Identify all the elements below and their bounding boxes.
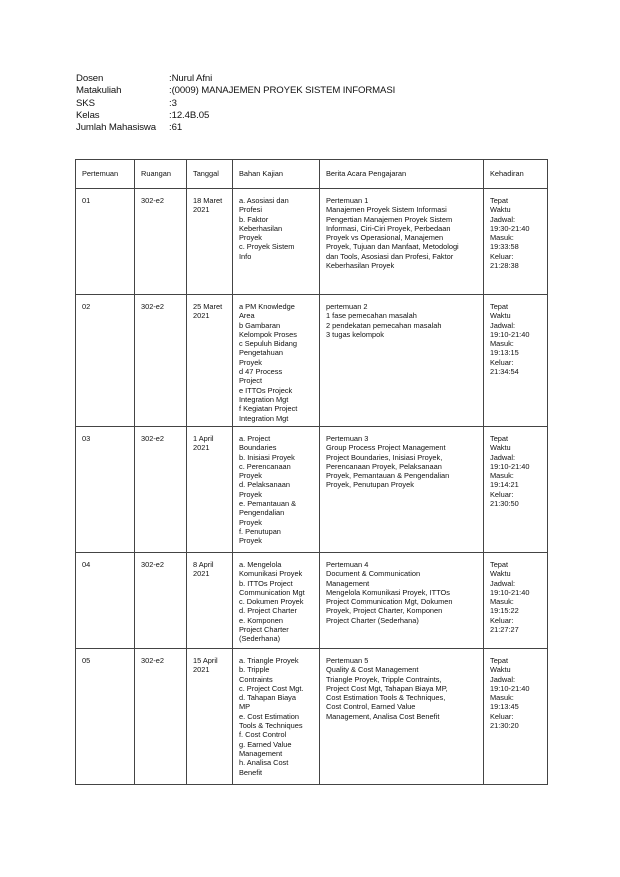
cell-kehadiran: Tepat Waktu Jadwal: 19:10-21:40 Masuk: 19:14:21 Keluar: 21:30:50 <box>484 427 548 553</box>
cell-tanggal: 8 April 2021 <box>187 553 233 649</box>
column-header-kehadiran: Kehadiran <box>484 160 548 189</box>
cell-tanggal: 18 Maret 2021 <box>187 189 233 295</box>
course-info <box>76 73 395 134</box>
cell-ruangan: 302-e2 <box>135 427 187 553</box>
info-row-kelas: Kelas : 12.4B.05 <box>76 109 210 121</box>
info-label: Jumlah Mahasiswa <box>76 122 156 134</box>
attendance-table <box>75 159 548 785</box>
cell-ruangan: 302-e2 <box>135 649 187 785</box>
info-value-matakuliah: (0009) MANAJEMEN PROYEK SISTEM INFORMASI <box>171 85 396 97</box>
cell-berita-acara: Pertemuan 3 Group Process Project Management Project Boundaries, Inisiasi Proyek, Perencanaan Proyek, Pelaksanaan Proyek, Pemantauan & Pengendalian Proyek, Penutupan Proyek <box>320 427 484 553</box>
table-row <box>76 295 548 427</box>
info-value-sks: 3 <box>171 97 177 109</box>
info-value-dosen: Nurul Afni <box>171 73 213 84</box>
info-row-jumlah-mahasiswa: Jumlah Mahasiswa : 61 <box>76 122 183 134</box>
table-header-row <box>76 160 548 189</box>
info-value-jumlah-mahasiswa: 61 <box>171 122 183 134</box>
cell-pertemuan: 05 <box>76 649 135 785</box>
cell-tanggal: 25 Maret 2021 <box>187 295 233 427</box>
cell-kehadiran: Tepat Waktu Jadwal: 19:30-21:40 Masuk: 19:33:58 Keluar: 21:28:38 <box>484 189 548 295</box>
info-row-matakuliah: Matakuliah : (0009) MANAJEMEN PROYEK SISTEM INFORMASI <box>76 85 396 97</box>
info-label: Dosen <box>76 73 104 84</box>
cell-bahan-kajian: a. Asosiasi dan Profesi b. Faktor Keberhasilan Proyek c. Proyek Sistem Info <box>233 189 320 295</box>
cell-pertemuan: 01 <box>76 189 135 295</box>
table-row <box>76 189 548 295</box>
cell-berita-acara: Pertemuan 4 Document & Communication Management Mengelola Komunikasi Proyek, ITTOs Project Communication Mgt, Dokumen Proyek, Project Charter, Komponen Project Charter (Sederhana) <box>320 553 484 649</box>
cell-berita-acara: Pertemuan 1 Manajemen Proyek Sistem Informasi Pengertian Manajemen Proyek Sistem Informasi, Ciri-Ciri Proyek, Perbedaan Proyek vs Operasional, Manajemen Proyek, Tujuan dan Manfaat, Metodologi dan Tools, Asosiasi dan Profesi, Faktor Keberhasilan Proyek <box>320 189 484 295</box>
cell-pertemuan: 04 <box>76 553 135 649</box>
cell-bahan-kajian: a. Mengelola Komunikasi Proyek b. ITTOs Project Communication Mgt c. Dokumen Proyek d. Project Charter e. Komponen Project Charter (Sederhana) <box>233 553 320 649</box>
info-row-sks: SKS : 3 <box>76 97 177 109</box>
table-row <box>76 553 548 649</box>
cell-ruangan: 302-e2 <box>135 189 187 295</box>
cell-berita-acara: Pertemuan 5 Quality & Cost Management Triangle Proyek, Tripple Contraints, Project Cost Mgt, Tahapan Biaya MP, Cost Estimation Tools & Techniques, Cost Control, Earned Value Management, Analisa Cost Benefit <box>320 649 484 785</box>
cell-kehadiran: Tepat Waktu Jadwal: 19:10-21:40 Masuk: 19:13:45 Keluar: 21:30:20 <box>484 649 548 785</box>
column-header-berita-acara: Berita Acara Pengajaran <box>320 160 484 189</box>
info-label: Kelas <box>76 109 100 121</box>
column-header-pertemuan: Pertemuan <box>76 160 135 189</box>
cell-kehadiran: Tepat Waktu Jadwal: 19:10-21:40 Masuk: 19:15:22 Keluar: 21:27:27 <box>484 553 548 649</box>
column-header-bahan-kajian: Bahan Kajian <box>233 160 320 189</box>
cell-bahan-kajian: a. Triangle Proyek b. Tripple Contraints c. Project Cost Mgt. d. Tahapan Biaya MP e. Cost Estimation Tools & Techniques f. Cost Control g. Earned Value Management h. Analisa Cost Benefit <box>233 649 320 785</box>
cell-pertemuan: 02 <box>76 295 135 427</box>
column-header-tanggal: Tanggal <box>187 160 233 189</box>
info-label: SKS <box>76 97 95 109</box>
cell-bahan-kajian: a PM Knowledge Area b Gambaran Kelompok Proses c Sepuluh Bidang Pengetahuan Proyek d 47 Process Project e ITTOs Projeck Integration Mgt f Kegiatan Project Integration Mgt <box>233 295 320 427</box>
cell-kehadiran: Tepat Waktu Jadwal: 19:10-21:40 Masuk: 19:13:15 Keluar: 21:34:54 <box>484 295 548 427</box>
cell-tanggal: 1 April 2021 <box>187 427 233 553</box>
cell-bahan-kajian: a. Project Boundaries b. Inisiasi Proyek c. Perencanaan Proyek d. Pelaksanaan Proyek e. Pemantauan & Pengendalian Proyek f. Penutupan Proyek <box>233 427 320 553</box>
cell-ruangan: 302-e2 <box>135 295 187 427</box>
column-header-ruangan: Ruangan <box>135 160 187 189</box>
cell-pertemuan: 03 <box>76 427 135 553</box>
cell-tanggal: 15 April 2021 <box>187 649 233 785</box>
info-value-kelas: 12.4B.05 <box>171 109 210 121</box>
cell-ruangan: 302-e2 <box>135 553 187 649</box>
info-row-dosen: Dosen : Nurul Afni <box>76 73 213 84</box>
info-label: Matakuliah <box>76 85 122 97</box>
table-row <box>76 427 548 553</box>
table-row <box>76 649 548 785</box>
cell-berita-acara: pertemuan 2 1 fase pemecahan masalah 2 pendekatan pemecahan masalah 3 tugas kelompok <box>320 295 484 427</box>
